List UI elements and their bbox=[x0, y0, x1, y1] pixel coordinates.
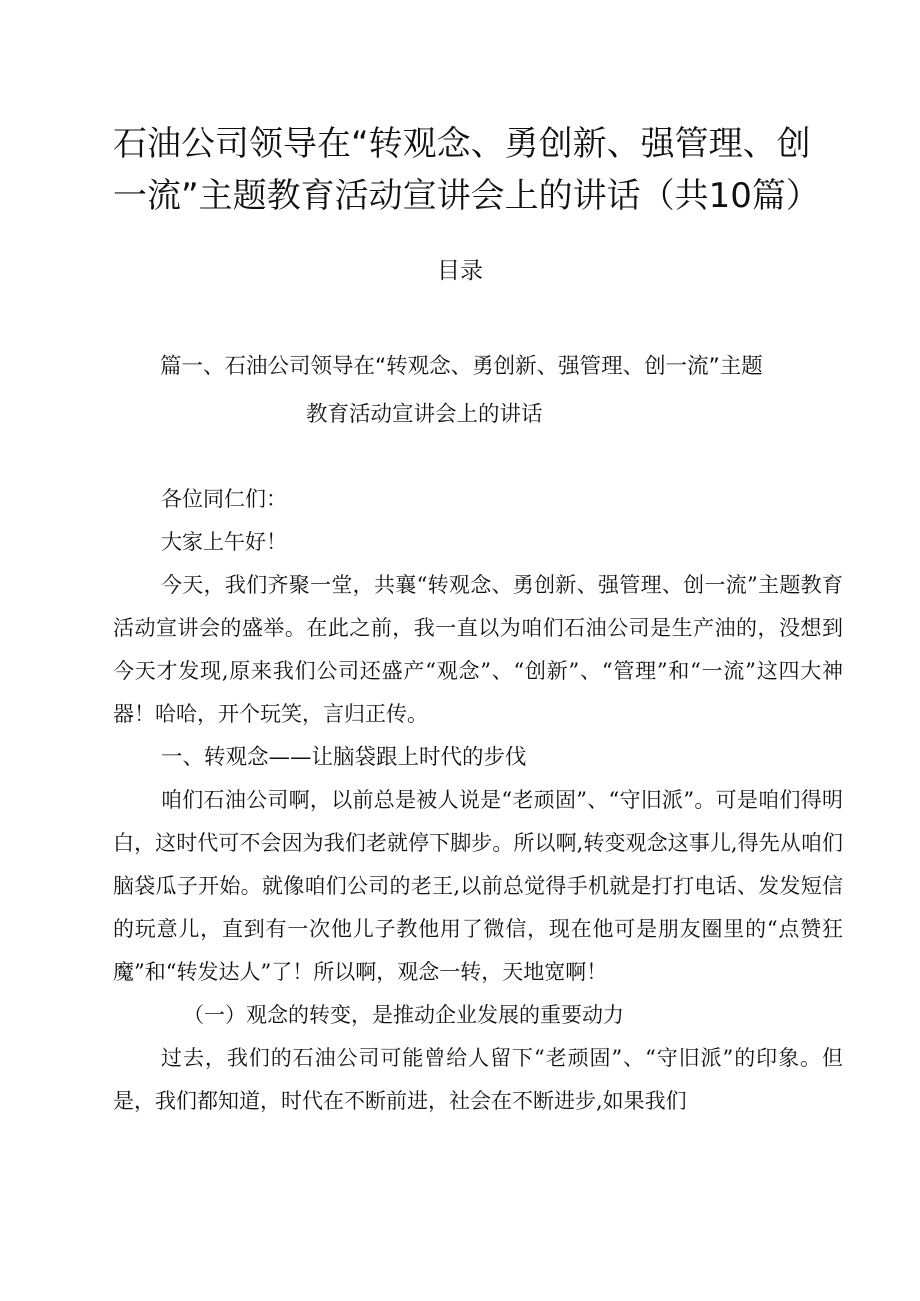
toc-item-line1: 篇一、石油公司领导在“转观念、勇创新、强管理、创一流”主题 bbox=[160, 354, 763, 379]
toc-heading: 目录 bbox=[437, 258, 483, 284]
toc-item-line2: 教育活动宣讲会上的讲话 bbox=[306, 402, 543, 427]
document-title: 石油公司领导在“转观念、勇创新、强管理、创一流”主题教育活动宣讲会上的讲话（共10篇） bbox=[113, 124, 820, 216]
greeting: 各位同仁们： bbox=[161, 487, 287, 511]
section-1-heading: 一、转观念——让脑袋跟上时代的步伐 bbox=[161, 745, 527, 770]
body-text bbox=[113, 478, 843, 1123]
subsection-1-paragraph: 过去，我们的石油公司可能曾给人留下“老顽固”、“守旧派”的印象。但是，我们都知道，时代在不断前进，社会在不断进步,如果我们 bbox=[113, 1046, 843, 1113]
toc-item[interactable] bbox=[160, 343, 850, 439]
salutation: 大家上午好！ bbox=[161, 530, 287, 554]
section-1-paragraph: 咱们石油公司啊，以前总是被人说是“老顽固”、“守旧派”。可是咱们得明白，这时代可不会因为我们老就停下脚步。所以啊,转变观念这事儿,得先从咱们脑袋瓜子开始。就像咱们公司的老王,以前总觉得手机就是打打电话、发发短信的玩意儿，直到有一次他儿子教他用了微信，现在他可是朋友圈里的“点赞狂魔”和“转发达人”了！所以啊，观念一转，天地宽啊！ bbox=[113, 788, 843, 984]
subsection-1-heading: （一）观念的转变，是推动企业发展的重要动力 bbox=[183, 1003, 624, 1027]
intro-paragraph: 今天，我们齐聚一堂，共襄“转观念、勇创新、强管理、创一流”主题教育活动宣讲会的盛举。在此之前，我一直以为咱们石油公司是生产油的，没想到今天才发现,原来我们公司还盛产“观念”、“创新”、“管理”和“一流”这四大神器！哈哈，开个玩笑，言归正传。 bbox=[113, 573, 843, 726]
